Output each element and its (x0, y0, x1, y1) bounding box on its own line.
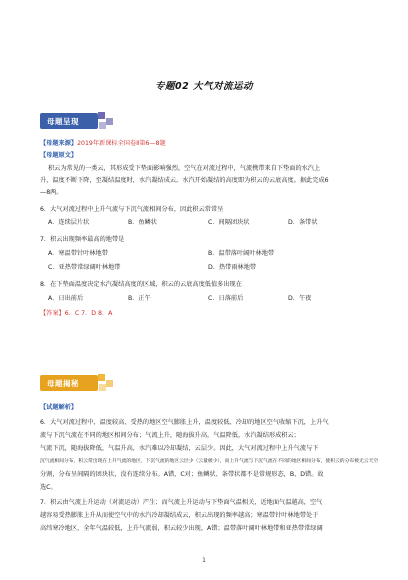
passage-line: 升，温度不断下降，至凝结温度时，水汽凝结成云。水汽开始凝结的高度即为积云的云底高度。据此完成6 (40, 177, 329, 184)
question-6-stem: 6．大气对流过程中上升气流与下沉气流相间分布，因此积云常常呈 (40, 206, 224, 213)
source-text: 2019年新课标全国卷Ⅱ第6—8题 (77, 140, 166, 147)
decor-square-icon (98, 112, 105, 119)
option: D．条带状 (288, 219, 318, 226)
option: B．温带落叶阔叶林地带 (208, 250, 275, 257)
option: D．热带雨林地带 (208, 264, 257, 271)
analysis-banner (40, 372, 130, 394)
analysis-line: 越容易受热膨胀上升从而使空气中的水汽冷却凝结成云，积云出现的频率越高；寒温带针叶林地带处于 (40, 512, 319, 519)
option: C．间隔团块状 (208, 219, 250, 226)
question-7-options-row1 (48, 250, 368, 258)
question-6-options (48, 219, 368, 227)
stem-label: 【母题原文】 (40, 152, 78, 159)
analysis-line: 气流下沉，随海拔降低，气温升高，水汽难以冷却凝结，云层少。因此，大气对流过程中上升气流与下 (40, 445, 319, 452)
analysis-line: 6．大气对流过程中，温度较高、受热的地区空气膨胀上升，温度较低、冷却的地区空气收缩下沉，上升气 (40, 419, 329, 426)
source-line (40, 140, 166, 148)
question-7-options-row2 (48, 264, 368, 272)
analysis-line: 流与下沉气流在不同的地区相间分布；气流上升，随海拔升高，气温降低，水汽凝结形成积云； (40, 432, 300, 439)
option: C．亚热带常绿阔叶林地带 (48, 264, 121, 271)
option: B．正午 (128, 295, 151, 302)
source-label: 【母题来源】 (40, 140, 78, 147)
page-title: 专题02 大气对流运动 (154, 81, 254, 92)
analysis-line: 7．积云由气流上升运动（对流运动）产生；而气流上升运动与下垫面气温相关，近地面气温越高，空气 (40, 499, 323, 506)
analysis-line: 沉气流相间分布，积云常出现在上升气流的地区，下沉气流的地区云层少（云量极少），而上升气流与下沉气流在不同的地区相间分布，使积云的分布被无云天空 (40, 459, 379, 464)
analysis-label: 【试题解析】 (40, 404, 78, 411)
source-banner (40, 110, 130, 132)
banner-label: 母题揭秘 (47, 379, 79, 388)
option: A．连续层片状 (48, 219, 90, 226)
question-7-stem: 7．积云出现频率最高的地带是 (40, 236, 125, 243)
analysis-line: 分割，分布呈间隔的团块状，没有连续分布。A错，C对；鱼鳞状、条带状都不是常规形态，B、D错。故 (40, 471, 324, 478)
question-8-stem: 8．在下垫面温度决定水汽凝结高度的区域，积云的云底高度低值多出现在 (40, 281, 242, 288)
question-8-options (48, 295, 368, 303)
decor-square-icon (106, 118, 113, 125)
analysis-line: 高纬寒冷地区，全年气温较低，上升气流弱，积云较少出现，A错；温带落叶阔叶林地带和亚热带常绿阔 (40, 525, 323, 532)
analysis-line: 选C。 (40, 484, 57, 491)
decor-square-icon (106, 380, 113, 387)
decor-square-icon (98, 374, 105, 381)
answer-line: 【答案】6．C 7．D 8．A (40, 310, 113, 317)
banner-label: 母题呈现 (47, 117, 79, 126)
option: C．日落前后 (208, 295, 244, 302)
decor-square-icon (99, 122, 106, 129)
option: A．日出前后 (48, 295, 84, 302)
page-number: 1 (202, 557, 206, 564)
option: D．午夜 (288, 295, 312, 302)
passage-line: —8两。 (40, 189, 63, 196)
option: B．鱼鳞状 (128, 219, 157, 226)
passage-line: 积云为常见的一类云，其形成受下垫面影响强烈。空气在对流过程中，气流携带来自下垫面的水汽上 (48, 165, 321, 172)
decor-square-icon (99, 384, 106, 391)
option: A．寒温带针叶林地带 (48, 250, 108, 257)
